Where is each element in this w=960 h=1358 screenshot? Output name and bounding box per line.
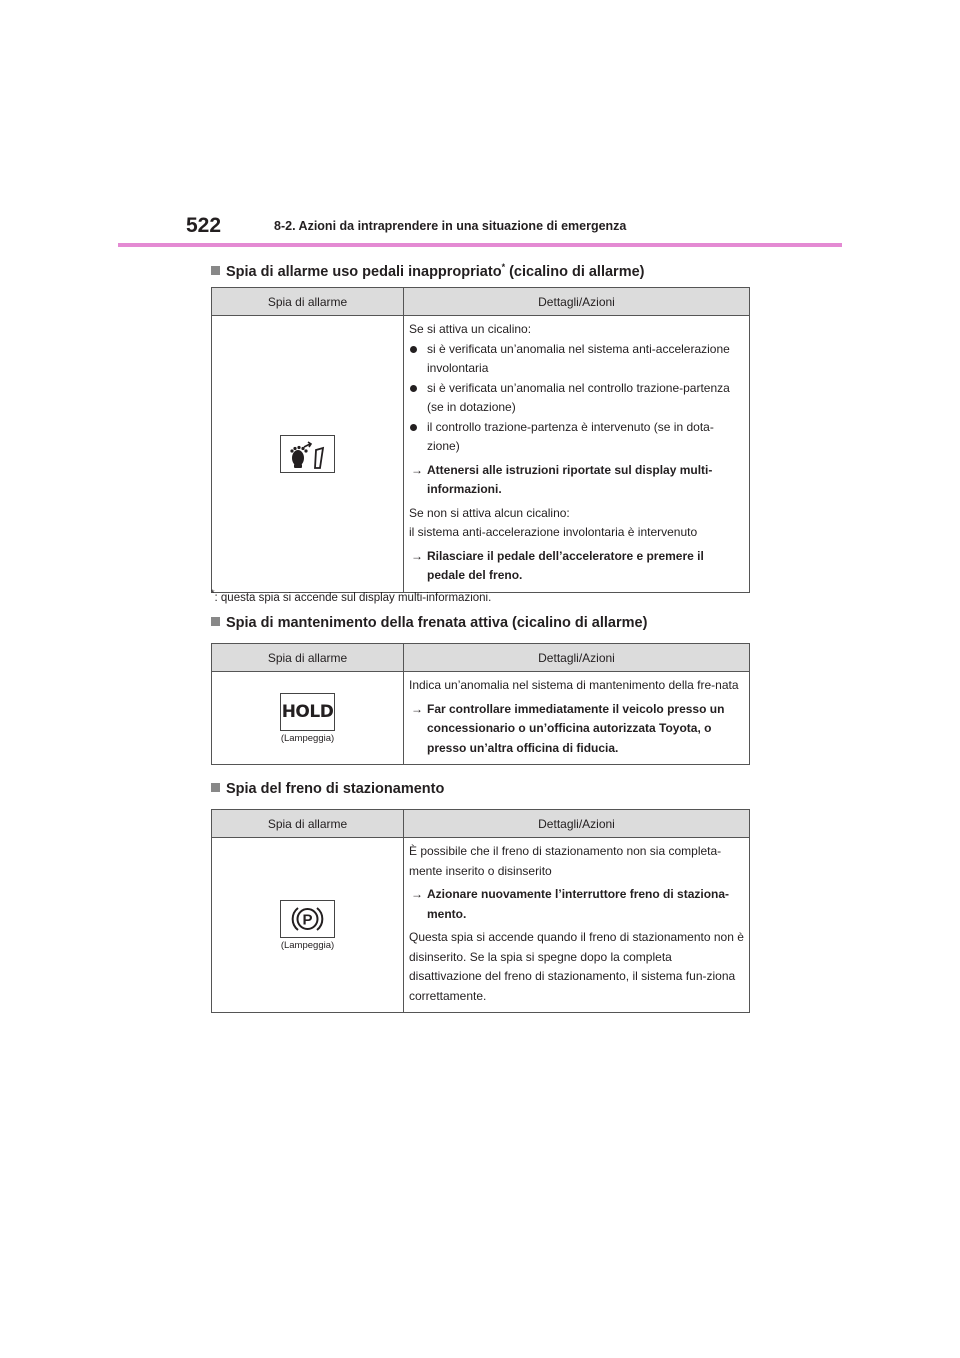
warning-table	[211, 809, 750, 1013]
footnote: *: questa spia si accende sul display multi-informazioni.	[211, 588, 492, 604]
action-item: → Attenersi alle istruzioni riportate sul display multi-informazioni.	[411, 462, 713, 496]
section-title: Spia di allarme uso pedali inappropriato* (cicalino di allarme)	[211, 257, 750, 277]
action-item: → Rilasciare il pedale dell’acceleratore e premere il pedale del freno.	[411, 548, 704, 582]
arrow-icon: →	[411, 462, 423, 477]
details-cell: Indica un’anomalia nel sistema di mantenimento della fre-nata → Far controllare immediatamente il veicolo presso un concessionario o un’officina autorizzata Toyota, o presso un’altra officina di fiducia.	[404, 672, 750, 765]
arrow-icon: →	[411, 548, 423, 563]
parking-brake-icon	[280, 900, 335, 938]
hold-indicator-icon: HOLD	[280, 693, 335, 731]
section-marker-icon	[211, 266, 220, 275]
svg-text:P: P	[302, 911, 313, 928]
list-item: si è verificata un’anomalia nel sistema anti-accelerazione involontaria	[409, 340, 745, 379]
action-item: → Far controllare immediatamente il veicolo presso un concessionario o un’officina autorizzata Toyota, o presso un’altra officina di fiducia.	[411, 701, 725, 755]
chapter-title: 8-2. Azioni da intraprendere in una situazione di emergenza	[274, 219, 627, 233]
section-brake-hold	[211, 613, 750, 765]
column-header-warning: Spia di allarme	[212, 288, 404, 316]
icon-cell	[212, 672, 404, 765]
arrow-icon: →	[411, 887, 423, 901]
column-header-warning: Spia di allarme	[212, 810, 404, 838]
details-cell: È possibile che il freno di stazionamento non sia completa-mente inserito o disinserito → Azionare nuovamente l’interruttore freno di staziona-mento. Questa spia si accende quando il freno di stazionamento non è disinserito. Se la spia si spegne dopo la completa disattivazione del freno di stazionamento, il sistema fun-ziona correttamente.	[404, 838, 750, 1013]
arrow-icon: →	[411, 701, 423, 716]
section-pedal-misuse	[211, 257, 750, 593]
list-item: si è verificata un’anomalia nel controllo trazione-partenza (se in dotazione)	[409, 379, 745, 418]
table-row	[212, 672, 750, 765]
list-item: il controllo trazione-partenza è intervenuto (se in dota-zione)	[409, 418, 745, 457]
icon-cell	[212, 838, 404, 1013]
section-marker-icon	[211, 783, 220, 792]
table-row	[212, 316, 750, 593]
column-header-details: Dettagli/Azioni	[404, 810, 750, 838]
page-number: 522	[186, 214, 222, 237]
column-header-warning: Spia di allarme	[212, 644, 404, 672]
section-title: Spia del freno di stazionamento	[211, 779, 750, 799]
warning-table	[211, 643, 750, 765]
action-item: → Azionare nuovamente l’interruttore freno di staziona-mento.	[411, 887, 730, 921]
icon-caption: (Lampeggia)	[280, 939, 335, 951]
column-header-details: Dettagli/Azioni	[404, 288, 750, 316]
details-cell: Se si attiva un cicalino: si è verificata un’anomalia nel sistema anti-accelerazione involontaria si è verificata un’anomalia nel controllo trazione-partenza (se in dotazione) il controllo trazione-partenza è intervenuto (se in dota-zione) → Attenersi alle istruzioni riportate sul display multi-informazioni. Se non si attiva alcun cicalino: il sistema anti-accelerazione involontaria è intervenuto → Rilasciare il pedale dell’acceleratore e premere il pedale del freno.	[404, 316, 750, 593]
icon-cell	[212, 316, 404, 593]
section-title: Spia di mantenimento della frenata attiva (cicalino di allarme)	[211, 613, 750, 633]
table-row	[212, 838, 750, 1013]
section-marker-icon	[211, 617, 220, 626]
section-parking-brake	[211, 779, 750, 1013]
column-header-details: Dettagli/Azioni	[404, 644, 750, 672]
pedal-misuse-warning-icon	[280, 435, 335, 473]
page-header	[0, 0, 960, 250]
icon-caption: (Lampeggia)	[280, 732, 335, 744]
warning-table	[211, 287, 750, 593]
header-rule	[118, 243, 842, 247]
